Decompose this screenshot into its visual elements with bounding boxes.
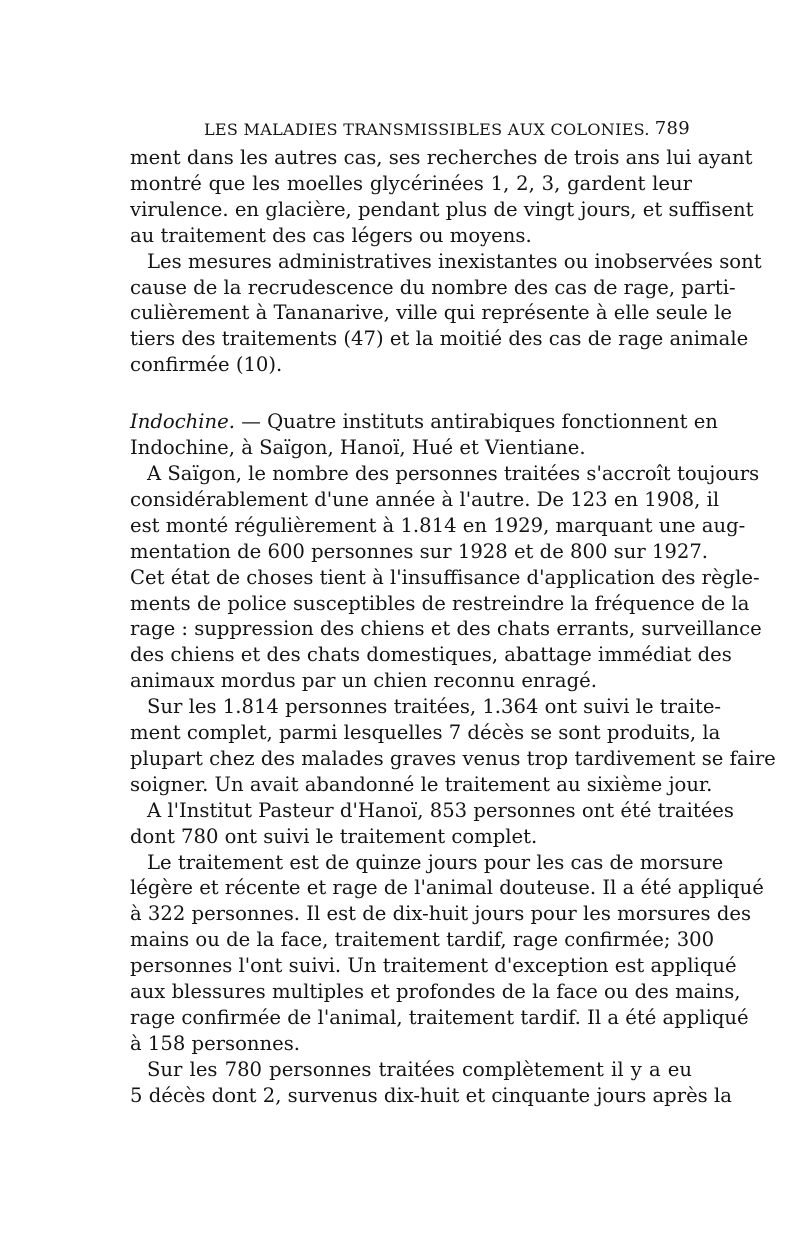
text-line: des chiens et des chats domestiques, abattage immédiat des [130,643,732,667]
text-line: mains ou de la face, traitement tardif, rage confirmée; 300 [130,928,715,952]
paragraph [130,145,754,249]
page-number: 789 [654,118,690,139]
text-line: ment complet, parmi lesquelles 7 décès se sont produits, la [130,721,721,745]
text-line: plupart chez des malades graves venus trop tardivement se faire [130,746,776,770]
text-line: A l'Institut Pasteur d'Hanoï, 853 personnes ont été traitées [147,798,734,822]
text-line: légère et récente et rage de l'animal douteuse. Il a été appliqué [130,876,764,900]
text-line: animaux mordus par un chien reconnu enragé. [130,669,597,693]
text-line: est monté régulièrement à 1.814 en 1929, marquant une aug- [130,513,746,537]
text-line: rage confirmée de l'animal, traitement tardif. Il a été appliqué [130,1006,749,1029]
text-line: cause de la recrudescence du nombre des cas de rage, parti- [130,275,736,299]
text-line: ments de police susceptibles de restreindre la fréquence de la [130,591,750,615]
text-line: Le traitement est de quinze jours pour les cas de morsure [147,850,724,874]
text-line: Cet état de choses tient à l'insuffisance d'application des règle- [130,565,760,589]
running-header [130,118,690,142]
text-line: au traitement des cas légers ou moyens. [130,223,532,247]
text-line: soigner. Un avait abandonné le traitement au sixième jour. [130,772,713,796]
text-line: A Saïgon, le nombre des personnes traitées s'accroît toujours [147,461,760,485]
text-line: à 158 personnes. [130,1031,301,1055]
text-line: montré que les moelles glycérinées 1, 2, 3, gardent leur [130,171,692,195]
text-line [130,409,718,435]
text-line: mentation de 600 personnes sur 1928 et de 800 sur 1927. [130,539,709,563]
text-line: considérablement d'une année à l'autre. De 123 en 1908, il [130,487,720,511]
body-text [130,145,776,1109]
text-line: Sur les 1.814 personnes traitées, 1.364 ont suivi le traite- [147,695,722,719]
text-line: tiers des traitements (47) et la moitié des cas de rage animale [130,327,749,351]
text-line: confirmée (10). [130,353,283,377]
section-paragraph-indochine [130,409,718,461]
paragraph [130,1057,732,1109]
text-line: Les mesures administratives inexistantes ou inobservées sont [147,249,762,273]
section-title: Indochine. [130,410,236,434]
paragraph [130,798,734,850]
text-line: Indochine, à Saïgon, Hanoï, Hué et Vientiane. [130,436,586,460]
paragraph [130,249,762,379]
text-line: virulence. en glacière, pendant plus de vingt jours, et suffisent [130,197,754,221]
paragraph [130,461,762,694]
paragraph [130,694,776,798]
text-line: personnes l'ont suivi. Un traitement d'exception est appliqué [130,954,737,978]
text-line: ment dans les autres cas, ses recherches de trois ans lui ayant [130,146,753,169]
text-line: Sur les 780 personnes traitées complètement il y a eu [147,1057,692,1081]
text-line: rage : suppression des chiens et des chats errants, surveillance [130,617,762,641]
section-gap [130,378,692,409]
text-line: 5 décès dont 2, survenus dix-huit et cinquante jours après la [130,1083,732,1107]
text-line: dont 780 ont suivi le traitement complet. [130,824,538,848]
section-title-continuation: — Quatre instituts antirabiques fonctionnent en [235,410,718,434]
text-line: culièrement à Tananarive, ville qui représente à elle seule le [130,301,732,325]
text-line: aux blessures multiples et profondes de la face ou des mains, [130,980,741,1004]
paragraph [130,850,764,1057]
running-title: LES MALADIES TRANSMISSIBLES AUX COLONIES. [204,120,650,139]
text-line: à 322 personnes. Il est de dix-huit jours pour les morsures des [130,902,752,926]
